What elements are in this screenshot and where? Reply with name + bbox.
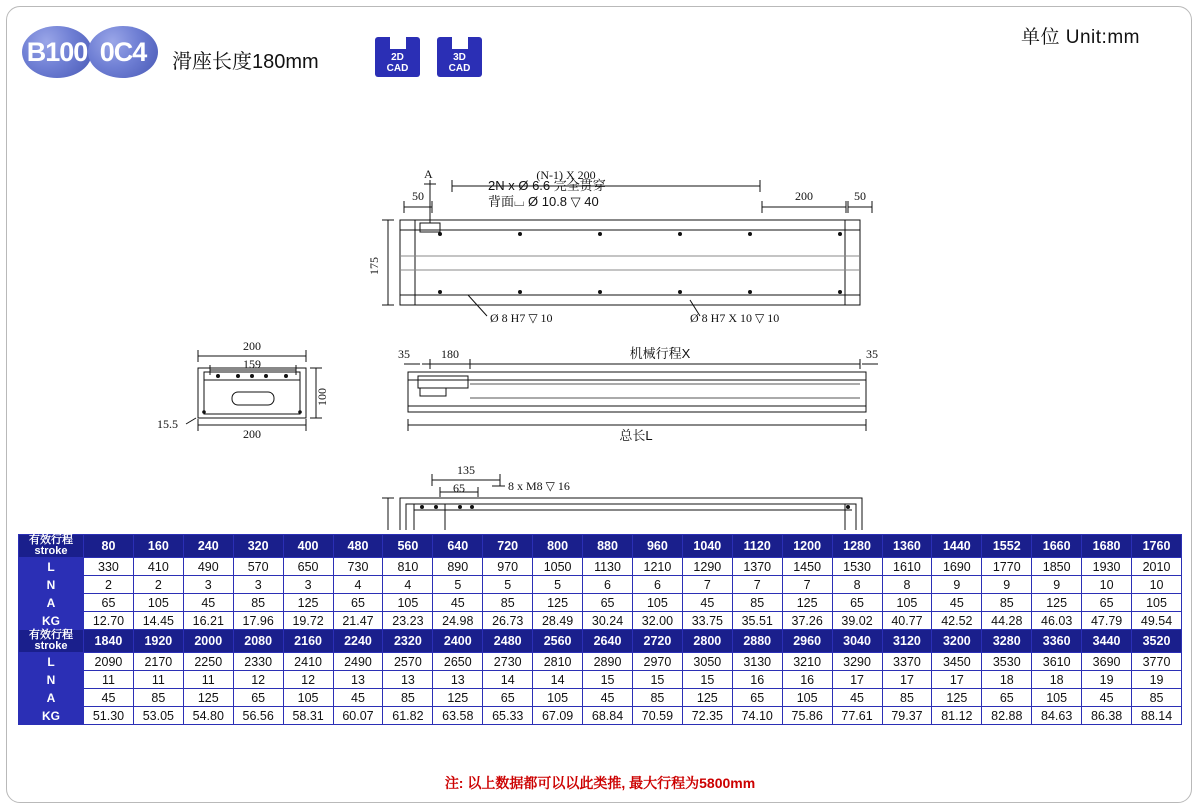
table-cell-kg: 26.73 — [483, 612, 533, 630]
table-cell-l: 1370 — [732, 558, 782, 576]
table-cell-l: 970 — [483, 558, 533, 576]
table-cell-a: 105 — [632, 594, 682, 612]
table-cell-n: 12 — [233, 671, 283, 689]
stroke-value-cell: 80 — [84, 535, 134, 558]
table-cell-l: 2250 — [183, 653, 233, 671]
cad-2d-line2: CAD — [386, 63, 409, 74]
table-cell-l: 2330 — [233, 653, 283, 671]
table-cell-kg: 35.51 — [732, 612, 782, 630]
table-cell-l: 3210 — [782, 653, 832, 671]
table-cell-n: 7 — [732, 576, 782, 594]
stroke-value-cell: 1840 — [84, 630, 134, 653]
stroke-value-cell: 400 — [283, 535, 333, 558]
model-badge-secondary: 0C4 — [88, 26, 158, 78]
stroke-value-cell: 2880 — [732, 630, 782, 653]
stroke-header-cell — [19, 535, 84, 558]
cad-2d-line1: 2D — [391, 52, 404, 63]
table-cell-a: 105 — [133, 594, 183, 612]
table-row — [19, 612, 1182, 630]
section-dim-100: 100 — [315, 388, 329, 406]
stroke-value-cell: 3280 — [982, 630, 1032, 653]
table-cell-kg: 84.63 — [1032, 707, 1082, 725]
table-cell-a: 105 — [782, 689, 832, 707]
table-cell-kg: 49.54 — [1132, 612, 1182, 630]
table-cell-n: 4 — [383, 576, 433, 594]
table-cell-a: 65 — [982, 689, 1032, 707]
table-cell-n: 8 — [832, 576, 882, 594]
table-cell-kg: 82.88 — [982, 707, 1032, 725]
table-cell-a: 85 — [133, 689, 183, 707]
table-cell-kg: 46.03 — [1032, 612, 1082, 630]
table-cell-a: 125 — [533, 594, 583, 612]
stroke-header-cell — [19, 630, 84, 653]
table-cell-l: 490 — [183, 558, 233, 576]
stroke-header-en: stroke — [34, 640, 68, 652]
stroke-value-cell: 2720 — [632, 630, 682, 653]
stroke-value-cell: 240 — [183, 535, 233, 558]
table-cell-l: 2090 — [84, 653, 134, 671]
table-cell-l: 730 — [333, 558, 383, 576]
stroke-value-cell: 1552 — [982, 535, 1032, 558]
table-cell-n: 2 — [84, 576, 134, 594]
table-cell-n: 8 — [882, 576, 932, 594]
table-cell-n: 15 — [583, 671, 633, 689]
table-cell-l: 3130 — [732, 653, 782, 671]
table-cell-a: 125 — [932, 689, 982, 707]
table-cell-l: 2970 — [632, 653, 682, 671]
top-view-pitch-dim: (N-1) X 200 — [536, 168, 596, 182]
table-cell-l: 3450 — [932, 653, 982, 671]
table-cell-a: 125 — [433, 689, 483, 707]
table-cell-n: 4 — [333, 576, 383, 594]
table-cell-a: 45 — [433, 594, 483, 612]
stroke-value-cell: 800 — [533, 535, 583, 558]
section-dim-200-bottom: 200 — [243, 427, 261, 441]
table-cell-n: 3 — [283, 576, 333, 594]
cad-3d-button[interactable] — [437, 37, 482, 77]
table-cell-n: 7 — [782, 576, 832, 594]
stroke-value-cell: 2400 — [433, 630, 483, 653]
side-dim-180: 180 — [441, 347, 459, 361]
stroke-value-cell: 2160 — [283, 630, 333, 653]
slide-length-label: 滑座长度180mm — [172, 51, 319, 73]
table-cell-kg: 40.77 — [882, 612, 932, 630]
table-cell-n: 5 — [533, 576, 583, 594]
table-cell-a: 105 — [383, 594, 433, 612]
stroke-value-cell: 2640 — [583, 630, 633, 653]
table-cell-l: 3610 — [1032, 653, 1082, 671]
stroke-value-cell: 2000 — [183, 630, 233, 653]
stroke-value-cell: 1760 — [1132, 535, 1182, 558]
table-cell-n: 5 — [433, 576, 483, 594]
table-cell-l: 410 — [133, 558, 183, 576]
top-view-marker-a: A — [424, 167, 433, 181]
table-cell-n: 5 — [483, 576, 533, 594]
unit-label: 单位 Unit:mm — [1020, 27, 1140, 48]
stroke-value-cell: 160 — [133, 535, 183, 558]
table-cell-n: 13 — [433, 671, 483, 689]
table-cell-l: 1930 — [1082, 558, 1132, 576]
cad-2d-button[interactable] — [375, 37, 420, 77]
table-cell-n: 17 — [832, 671, 882, 689]
table-cell-l: 1290 — [682, 558, 732, 576]
stroke-value-cell: 3120 — [882, 630, 932, 653]
table-cell-a: 65 — [832, 594, 882, 612]
bottom-thread-note: 8 x M8 ▽ 16 — [508, 479, 570, 493]
stroke-value-cell: 1200 — [782, 535, 832, 558]
table-cell-kg: 23.23 — [383, 612, 433, 630]
table-cell-l: 2410 — [283, 653, 333, 671]
table-row — [19, 689, 1182, 707]
table-cell-n: 2 — [133, 576, 183, 594]
table-cell-n: 18 — [982, 671, 1032, 689]
table-cell-l: 2650 — [433, 653, 483, 671]
stroke-value-cell: 1040 — [682, 535, 732, 558]
table-cell-l: 2810 — [533, 653, 583, 671]
table-row — [19, 558, 1182, 576]
table-cell-n: 10 — [1082, 576, 1132, 594]
bottom-dim-65: 65 — [453, 481, 465, 495]
table-cell-kg: 28.49 — [533, 612, 583, 630]
stroke-value-cell: 1680 — [1082, 535, 1132, 558]
side-dim-35-left: 35 — [398, 347, 410, 361]
table-cell-n: 6 — [632, 576, 682, 594]
table-cell-l: 1770 — [982, 558, 1032, 576]
table-cell-l: 2170 — [133, 653, 183, 671]
cad-3d-line2: CAD — [448, 63, 471, 74]
table-cell-l: 1850 — [1032, 558, 1082, 576]
table-cell-a: 125 — [283, 594, 333, 612]
table-cell-n: 19 — [1132, 671, 1182, 689]
table-cell-kg: 56.56 — [233, 707, 283, 725]
table-cell-kg: 79.37 — [882, 707, 932, 725]
table-cell-a: 45 — [682, 594, 732, 612]
table-cell-a: 105 — [1132, 594, 1182, 612]
stroke-value-cell: 2480 — [483, 630, 533, 653]
table-cell-a: 105 — [1032, 689, 1082, 707]
table-cell-l: 1610 — [882, 558, 932, 576]
table-cell-a: 105 — [882, 594, 932, 612]
table-cell-kg: 74.10 — [732, 707, 782, 725]
table-cell-n: 15 — [682, 671, 732, 689]
table-cell-kg: 30.24 — [583, 612, 633, 630]
specification-table — [18, 534, 1182, 725]
table-cell-kg: 39.02 — [832, 612, 882, 630]
table-cell-l: 1450 — [782, 558, 832, 576]
table-cell-n: 18 — [1032, 671, 1082, 689]
top-view-hole-note-1: 2N x Ø 6.6 完全贯穿 — [488, 178, 606, 193]
table-cell-n: 11 — [84, 671, 134, 689]
table-cell-kg: 24.98 — [433, 612, 483, 630]
table-cell-n: 7 — [682, 576, 732, 594]
model-badge-primary: B100 — [22, 26, 92, 78]
table-header-row — [19, 630, 1182, 653]
table-cell-a: 125 — [682, 689, 732, 707]
table-cell-kg: 61.82 — [383, 707, 433, 725]
table-cell-n: 16 — [782, 671, 832, 689]
table-cell-a: 45 — [1082, 689, 1132, 707]
row-label-kg: KG — [19, 707, 84, 725]
table-cell-n: 19 — [1082, 671, 1132, 689]
table-cell-n: 9 — [982, 576, 1032, 594]
stroke-value-cell: 720 — [483, 535, 533, 558]
table-cell-l: 3290 — [832, 653, 882, 671]
technical-drawing — [0, 80, 1186, 530]
stroke-value-cell: 560 — [383, 535, 433, 558]
table-row — [19, 576, 1182, 594]
table-cell-kg: 53.05 — [133, 707, 183, 725]
table-cell-kg: 70.59 — [632, 707, 682, 725]
side-total-length: 总长L — [619, 428, 653, 443]
stroke-value-cell: 1440 — [932, 535, 982, 558]
table-cell-n: 15 — [632, 671, 682, 689]
section-dim-15-5: 15.5 — [157, 417, 178, 431]
table-cell-a: 85 — [383, 689, 433, 707]
table-cell-a: 45 — [932, 594, 982, 612]
table-cell-l: 1210 — [632, 558, 682, 576]
table-cell-n: 3 — [183, 576, 233, 594]
table-cell-kg: 77.61 — [832, 707, 882, 725]
table-cell-kg: 19.72 — [283, 612, 333, 630]
top-view-hole-note-4: Ø 8 H7 X 10 ▽ 10 — [690, 311, 780, 325]
stroke-value-cell: 1920 — [133, 630, 183, 653]
table-cell-l: 1690 — [932, 558, 982, 576]
stroke-header-cn: 有效行程 — [29, 534, 73, 546]
table-cell-a: 105 — [283, 689, 333, 707]
top-view-dim-50-left: 50 — [412, 189, 424, 203]
table-cell-n: 13 — [333, 671, 383, 689]
stroke-value-cell: 2080 — [233, 630, 283, 653]
table-row — [19, 671, 1182, 689]
table-cell-a: 85 — [882, 689, 932, 707]
table-cell-kg: 75.86 — [782, 707, 832, 725]
top-view-dim-200: 200 — [795, 189, 813, 203]
top-view-hole-note-3: Ø 8 H7 ▽ 10 — [490, 311, 553, 325]
table-cell-kg: 60.07 — [333, 707, 383, 725]
table-cell-kg: 72.35 — [682, 707, 732, 725]
stroke-value-cell: 3360 — [1032, 630, 1082, 653]
table-cell-kg: 63.58 — [433, 707, 483, 725]
table-cell-kg: 14.45 — [133, 612, 183, 630]
table-cell-a: 45 — [832, 689, 882, 707]
table-note: 注: 以上数据都可以以此类推, 最大行程为5800mm — [444, 775, 756, 791]
table-cell-l: 2730 — [483, 653, 533, 671]
table-cell-a: 65 — [333, 594, 383, 612]
table-cell-kg: 88.14 — [1132, 707, 1182, 725]
cad-3d-line1: 3D — [453, 52, 466, 63]
table-cell-kg: 17.96 — [233, 612, 283, 630]
table-cell-a: 65 — [84, 594, 134, 612]
top-view-hole-note-2: 背面⌴ Ø 10.8 ▽ 40 — [488, 194, 599, 209]
table-cell-kg: 33.75 — [682, 612, 732, 630]
table-cell-l: 810 — [383, 558, 433, 576]
stroke-value-cell: 3520 — [1132, 630, 1182, 653]
table-cell-kg: 47.79 — [1082, 612, 1132, 630]
stroke-value-cell: 3200 — [932, 630, 982, 653]
table-cell-n: 13 — [383, 671, 433, 689]
table-row — [19, 653, 1182, 671]
table-cell-a: 45 — [333, 689, 383, 707]
row-label-l: L — [19, 653, 84, 671]
table-row — [19, 707, 1182, 725]
table-cell-a: 125 — [782, 594, 832, 612]
table-cell-n: 14 — [533, 671, 583, 689]
stroke-value-cell: 2320 — [383, 630, 433, 653]
table-cell-n: 12 — [283, 671, 333, 689]
table-cell-kg: 37.26 — [782, 612, 832, 630]
table-cell-kg: 42.52 — [932, 612, 982, 630]
stroke-value-cell: 1120 — [732, 535, 782, 558]
table-cell-l: 570 — [233, 558, 283, 576]
top-view-dim-175: 175 — [367, 257, 381, 275]
table-cell-a: 65 — [732, 689, 782, 707]
row-label-l: L — [19, 558, 84, 576]
stroke-value-cell: 880 — [583, 535, 633, 558]
table-cell-kg: 58.31 — [283, 707, 333, 725]
stroke-value-cell: 1360 — [882, 535, 932, 558]
top-view-dim-50-right: 50 — [854, 189, 866, 203]
table-cell-a: 85 — [1132, 689, 1182, 707]
row-label-a: A — [19, 594, 84, 612]
table-cell-l: 330 — [84, 558, 134, 576]
table-cell-a: 45 — [183, 594, 233, 612]
table-cell-a: 65 — [1082, 594, 1132, 612]
row-label-n: N — [19, 671, 84, 689]
stroke-header-cn: 有效行程 — [29, 629, 73, 641]
table-cell-l: 3690 — [1082, 653, 1132, 671]
side-stroke-label: 机械行程X — [629, 346, 691, 361]
table-cell-l: 3370 — [882, 653, 932, 671]
table-cell-a: 85 — [982, 594, 1032, 612]
stroke-value-cell: 2960 — [782, 630, 832, 653]
table-cell-l: 1530 — [832, 558, 882, 576]
stroke-value-cell: 2560 — [533, 630, 583, 653]
table-cell-n: 9 — [1032, 576, 1082, 594]
table-cell-a: 85 — [632, 689, 682, 707]
table-cell-n: 3 — [233, 576, 283, 594]
table-cell-l: 1050 — [533, 558, 583, 576]
table-cell-a: 65 — [483, 689, 533, 707]
table-cell-l: 650 — [283, 558, 333, 576]
bottom-dim-135: 135 — [457, 463, 475, 477]
stroke-value-cell: 2240 — [333, 630, 383, 653]
table-cell-kg: 51.30 — [84, 707, 134, 725]
table-cell-l: 2010 — [1132, 558, 1182, 576]
table-cell-n: 17 — [932, 671, 982, 689]
section-dim-200-top: 200 — [243, 339, 261, 353]
table-cell-a: 45 — [583, 689, 633, 707]
stroke-value-cell: 320 — [233, 535, 283, 558]
table-cell-l: 3050 — [682, 653, 732, 671]
table-cell-n: 9 — [932, 576, 982, 594]
stroke-value-cell: 3440 — [1082, 630, 1132, 653]
stroke-value-cell: 640 — [433, 535, 483, 558]
table-cell-n: 14 — [483, 671, 533, 689]
stroke-value-cell: 3040 — [832, 630, 882, 653]
table-cell-kg: 68.84 — [583, 707, 633, 725]
table-cell-l: 1130 — [583, 558, 633, 576]
table-cell-n: 16 — [732, 671, 782, 689]
table-cell-kg: 81.12 — [932, 707, 982, 725]
table-cell-a: 125 — [183, 689, 233, 707]
table-cell-kg: 65.33 — [483, 707, 533, 725]
table-cell-a: 125 — [1032, 594, 1082, 612]
stroke-header-en: stroke — [34, 545, 68, 557]
row-label-a: A — [19, 689, 84, 707]
table-cell-l: 2570 — [383, 653, 433, 671]
table-cell-kg: 67.09 — [533, 707, 583, 725]
table-row — [19, 594, 1182, 612]
row-label-kg: KG — [19, 612, 84, 630]
table-cell-n: 11 — [133, 671, 183, 689]
table-cell-a: 65 — [583, 594, 633, 612]
stroke-value-cell: 1280 — [832, 535, 882, 558]
stroke-value-cell: 1660 — [1032, 535, 1082, 558]
table-cell-kg: 16.21 — [183, 612, 233, 630]
table-cell-l: 3530 — [982, 653, 1032, 671]
model-badges — [22, 26, 158, 78]
table-cell-a: 105 — [533, 689, 583, 707]
table-header-row — [19, 535, 1182, 558]
table-cell-a: 45 — [84, 689, 134, 707]
table-cell-l: 2490 — [333, 653, 383, 671]
section-dim-159: 159 — [243, 357, 261, 371]
table-cell-kg: 32.00 — [632, 612, 682, 630]
table-cell-kg: 12.70 — [84, 612, 134, 630]
table-cell-l: 2890 — [583, 653, 633, 671]
table-cell-kg: 86.38 — [1082, 707, 1132, 725]
row-label-n: N — [19, 576, 84, 594]
table-cell-kg: 21.47 — [333, 612, 383, 630]
stroke-value-cell: 480 — [333, 535, 383, 558]
stroke-value-cell: 960 — [632, 535, 682, 558]
side-dim-35-right: 35 — [866, 347, 878, 361]
table-cell-l: 890 — [433, 558, 483, 576]
table-cell-n: 17 — [882, 671, 932, 689]
stroke-value-cell: 2800 — [682, 630, 732, 653]
table-cell-l: 3770 — [1132, 653, 1182, 671]
table-cell-a: 85 — [483, 594, 533, 612]
table-cell-a: 65 — [233, 689, 283, 707]
table-cell-n: 11 — [183, 671, 233, 689]
table-cell-a: 85 — [233, 594, 283, 612]
table-cell-kg: 44.28 — [982, 612, 1032, 630]
table-cell-a: 85 — [732, 594, 782, 612]
table-cell-n: 10 — [1132, 576, 1182, 594]
table-cell-kg: 54.80 — [183, 707, 233, 725]
table-cell-n: 6 — [583, 576, 633, 594]
